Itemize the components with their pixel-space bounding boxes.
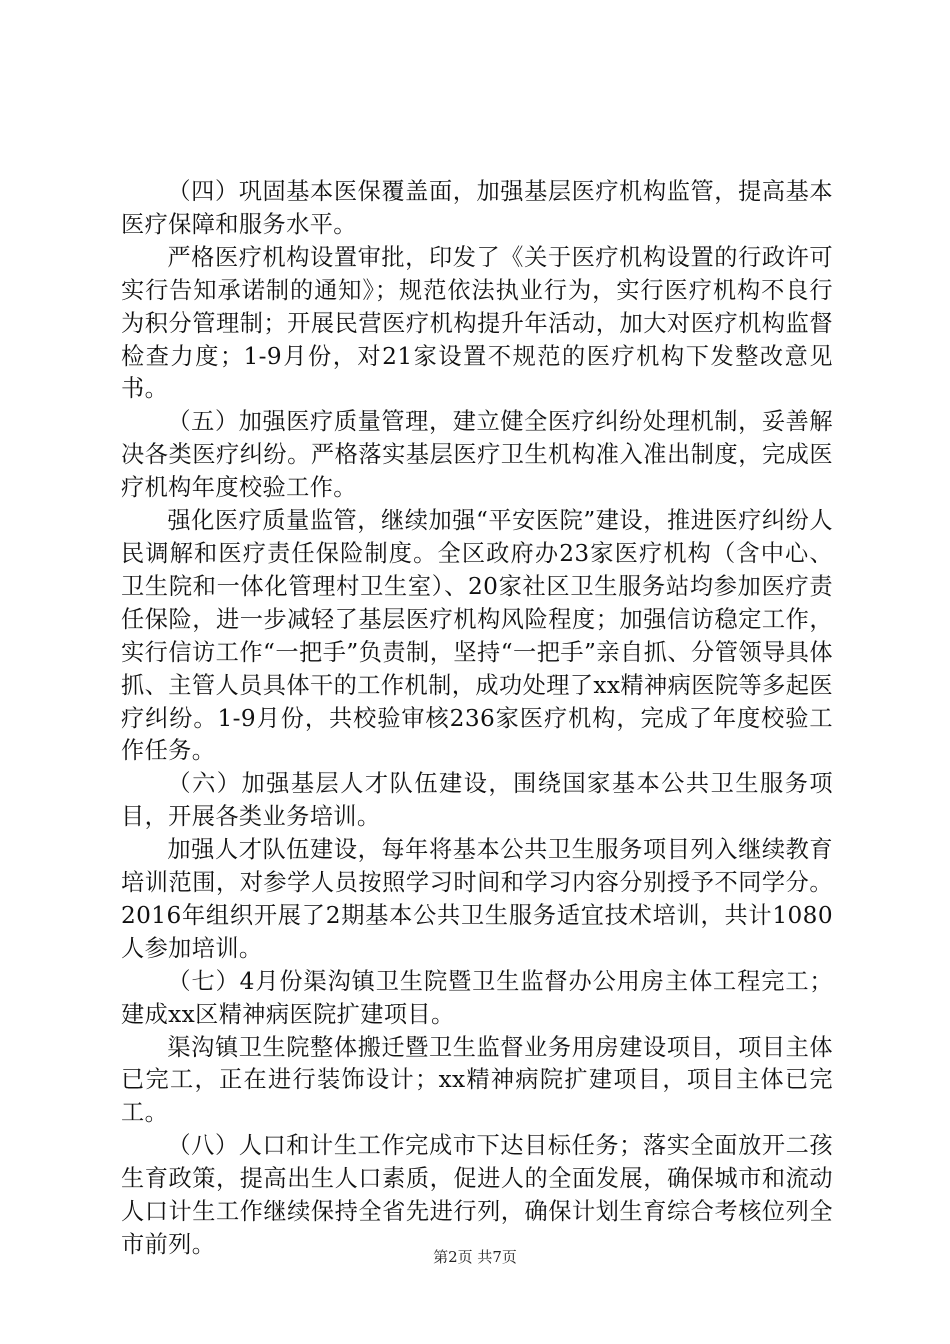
body-paragraph: 加强人才队伍建设，每年将基本公共卫生服务项目列入继续教育培训范围，对参学人员按照学习时间和学习内容分别授予不同学分。2016年组织开展了2期基本公共卫生服务适宜技术培训，共计1080人参加培训。	[121, 836, 833, 962]
body-paragraph: 强化医疗质量监管，继续加强“平安医院”建设，推进医疗纠纷人民调解和医疗责任保险制度。全区政府办23家医疗机构（含中心、卫生院和一体化管理村卫生室）、20家社区卫生服务站均参加医疗责任保险，进一步减轻了基层医疗机构风险程度；加强信访稳定工作，实行信访工作“一把手”负责制，坚持“一把手”亲自抓、分管领导具体抓、主管人员具体干的工作机制，成功处理了xx精神病医院等多起医疗纠纷。1-9月份，共校验审核236家医疗机构，完成了年度校验工作任务。	[121, 507, 833, 765]
section-heading-4: （四）巩固基本医保覆盖面，加强基层医疗机构监管，提高基本医疗保障和服务水平。	[121, 178, 833, 238]
body-paragraph: 严格医疗机构设置审批，印发了《关于医疗机构设置的行政许可实行告知承诺制的通知》；规范依法执业行为，实行医疗机构不良行为积分管理制；开展民营医疗机构提升年活动，加大对医疗机构监督检查力度；1-9月份，对21家设置不规范的医疗机构下发整改意见书。	[121, 243, 833, 403]
page-number: 第2页 共7页	[433, 1248, 517, 1266]
section-heading-5: （五）加强医疗质量管理，建立健全医疗纠纷处理机制，妥善解决各类医疗纠纷。严格落实基层医疗卫生机构准入准出制度，完成医疗机构年度校验工作。	[121, 408, 833, 502]
section-heading-6: （六）加强基层人才队伍建设，围绕国家基本公共卫生服务项目，开展各类业务培训。	[121, 770, 833, 831]
document-body	[121, 176, 833, 1262]
section-heading-8: （八）人口和计生工作完成市下达目标任务；落实全面放开二孩生育政策，提高出生人口素质，促进人的全面发展，确保城市和流动人口计生工作继续保持全省先进行列，确保计划生育综合考核位列全市前列。	[121, 1132, 833, 1258]
section-heading-7: （七）4月份渠沟镇卫生院暨卫生监督办公用房主体工程完工；建成xx区精神病医院扩建项目。	[121, 967, 833, 1028]
page-footer	[0, 1246, 950, 1267]
body-paragraph: 渠沟镇卫生院整体搬迁暨卫生监督业务用房建设项目，项目主体已完工，正在进行装饰设计；xx精神病院扩建项目，项目主体已完工。	[121, 1033, 833, 1127]
